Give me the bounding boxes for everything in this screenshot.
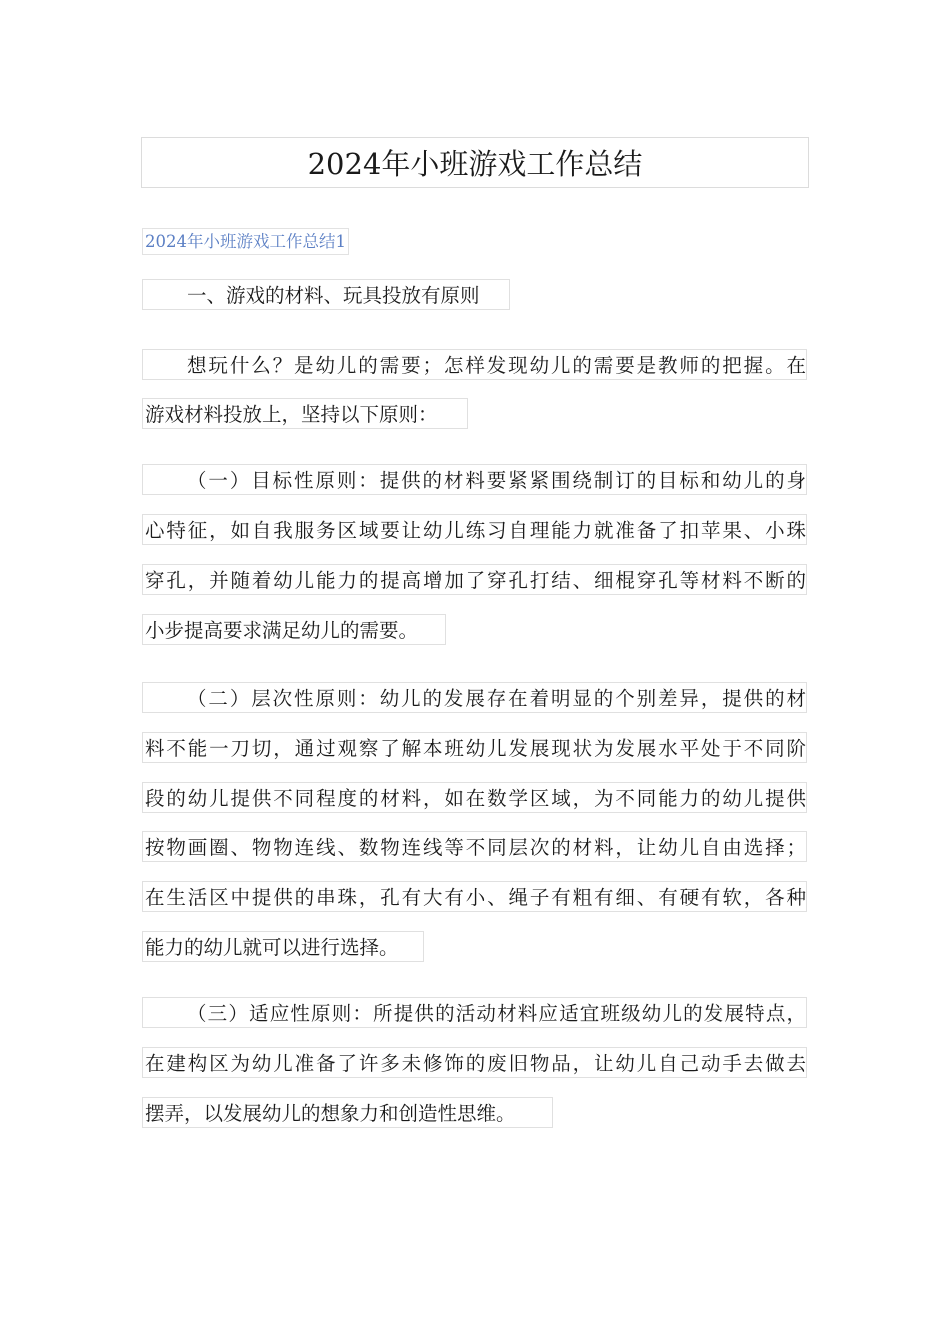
paragraph-line: （三）适应性原则：所提供的活动材料应适宜班级幼儿的发展特点，	[142, 997, 807, 1028]
paragraph-line: 心特征，如自我服务区域要让幼儿练习自理能力就准备了扣苹果、小珠	[142, 514, 807, 545]
paragraph-line: 在生活区中提供的串珠，孔有大有小、绳子有粗有细、有硬有软，各种	[142, 881, 807, 912]
paragraph-line: 想玩什么？是幼儿的需要；怎样发现幼儿的需要是教师的把握。在	[142, 349, 807, 380]
paragraph-line: （二）层次性原则：幼儿的发展存在着明显的个别差异，提供的材	[142, 682, 807, 713]
section-subtitle: 2024年小班游戏工作总结1	[142, 228, 349, 255]
paragraph-line: 能力的幼儿就可以进行选择。	[142, 931, 424, 962]
paragraph-line: 按物画圈、物物连线、数物连线等不同层次的材料，让幼儿自由选择；	[142, 831, 807, 862]
paragraph-line: （一）目标性原则：提供的材料要紧紧围绕制订的目标和幼儿的身	[142, 464, 807, 495]
paragraph-line: 小步提高要求满足幼儿的需要。	[142, 614, 446, 645]
paragraph-line: 穿孔，并随着幼儿能力的提高增加了穿孔打结、细棍穿孔等材料不断的	[142, 564, 807, 595]
document-title: 2024年小班游戏工作总结	[141, 137, 809, 188]
paragraph-line: 游戏材料投放上，坚持以下原则：	[142, 398, 468, 429]
paragraph-line: 摆弄，以发展幼儿的想象力和创造性思维。	[142, 1097, 553, 1128]
paragraph-line: 段的幼儿提供不同程度的材料，如在数学区域，为不同能力的幼儿提供	[142, 782, 807, 813]
paragraph-line: 料不能一刀切，通过观察了解本班幼儿发展现状为发展水平处于不同阶	[142, 732, 807, 763]
paragraph-line: 在建构区为幼儿准备了许多未修饰的废旧物品，让幼儿自己动手去做去	[142, 1047, 807, 1078]
heading-materials-principles: 一、游戏的材料、玩具投放有原则	[142, 279, 510, 310]
